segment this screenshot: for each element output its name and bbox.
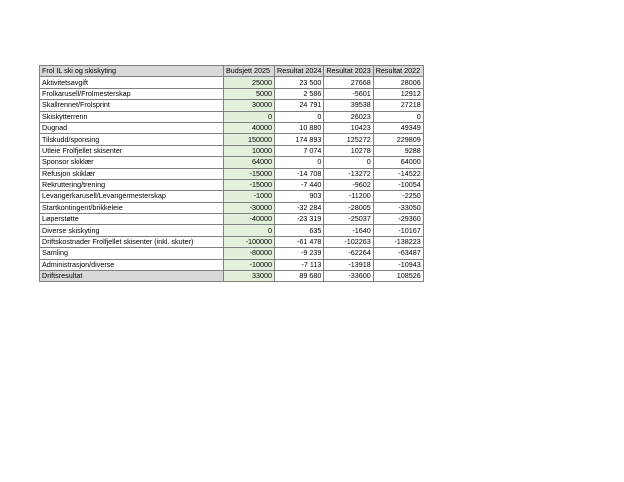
header-resultat-2024[interactable]: Resultat 2024 xyxy=(275,66,324,77)
total-result-2023-cell[interactable]: -33600 xyxy=(324,271,373,282)
table-row xyxy=(40,225,424,236)
table-row xyxy=(40,248,424,259)
row-label-cell[interactable]: Levangerkarusell/Levangermesterskap xyxy=(40,191,224,202)
result-2022-cell[interactable]: -2250 xyxy=(373,191,423,202)
result-2024-cell[interactable]: -7 113 xyxy=(275,259,324,270)
result-2022-cell[interactable]: 49349 xyxy=(373,122,423,133)
result-2022-cell[interactable]: -10167 xyxy=(373,225,423,236)
row-label-cell[interactable]: Refusjon skiklær xyxy=(40,168,224,179)
result-2023-cell[interactable]: 125272 xyxy=(324,134,373,145)
row-label-cell[interactable]: Løperstøtte xyxy=(40,214,224,225)
row-label-cell[interactable]: Sponsor skiklær xyxy=(40,157,224,168)
result-2024-cell[interactable]: 7 074 xyxy=(275,145,324,156)
result-2022-cell[interactable]: -138223 xyxy=(373,236,423,247)
table-row xyxy=(40,145,424,156)
budget-2025-cell[interactable]: -1000 xyxy=(224,191,275,202)
budget-2025-cell[interactable]: 10000 xyxy=(224,145,275,156)
row-label-cell[interactable]: Administrasjon/diverse xyxy=(40,259,224,270)
header-budsjett-2025[interactable]: Budsjett 2025 xyxy=(224,66,275,77)
result-2024-cell[interactable]: 635 xyxy=(275,225,324,236)
table-row xyxy=(40,236,424,247)
result-2024-cell[interactable]: -7 440 xyxy=(275,179,324,190)
header-club-name[interactable]: Frol IL ski og skiskyting xyxy=(40,66,224,77)
result-2022-cell[interactable]: -10054 xyxy=(373,179,423,190)
result-2024-cell[interactable]: 23 500 xyxy=(275,77,324,88)
result-2023-cell[interactable]: 27668 xyxy=(324,77,373,88)
budget-2025-cell[interactable]: 40000 xyxy=(224,122,275,133)
result-2023-cell[interactable]: -5601 xyxy=(324,88,373,99)
row-label-cell[interactable]: Skallrennet/Frolsprint xyxy=(40,100,224,111)
budget-2025-cell[interactable]: -40000 xyxy=(224,214,275,225)
budget-2025-cell[interactable]: -10000 xyxy=(224,259,275,270)
row-label-cell[interactable]: Dugnad xyxy=(40,122,224,133)
result-2022-cell[interactable]: -14522 xyxy=(373,168,423,179)
result-2024-cell[interactable]: 10 880 xyxy=(275,122,324,133)
result-2022-cell[interactable]: -10943 xyxy=(373,259,423,270)
row-label-cell[interactable]: Diverse skiskyting xyxy=(40,225,224,236)
total-budget-2025-cell[interactable]: 33000 xyxy=(224,271,275,282)
budget-2025-cell[interactable]: -100000 xyxy=(224,236,275,247)
result-2022-cell[interactable]: 229809 xyxy=(373,134,423,145)
header-resultat-2023[interactable]: Resultat 2023 xyxy=(324,66,373,77)
result-2023-cell[interactable]: -102263 xyxy=(324,236,373,247)
table-row xyxy=(40,100,424,111)
result-2023-cell[interactable]: 0 xyxy=(324,157,373,168)
table-row xyxy=(40,191,424,202)
result-2024-cell[interactable]: 0 xyxy=(275,157,324,168)
result-2024-cell[interactable]: -32 284 xyxy=(275,202,324,213)
result-2024-cell[interactable]: 174 893 xyxy=(275,134,324,145)
row-label-cell[interactable]: Driftskostnader Frolfjellet skisenter (inkl. skuter) xyxy=(40,236,224,247)
budget-2025-cell[interactable]: -80000 xyxy=(224,248,275,259)
result-2023-cell[interactable]: -62264 xyxy=(324,248,373,259)
total-result-2022-cell[interactable]: 108526 xyxy=(373,271,423,282)
budget-results-table xyxy=(39,65,424,282)
result-2022-cell[interactable]: 0 xyxy=(373,111,423,122)
result-2023-cell[interactable]: 10278 xyxy=(324,145,373,156)
budget-2025-cell[interactable]: 0 xyxy=(224,225,275,236)
budget-2025-cell[interactable]: 25000 xyxy=(224,77,275,88)
header-resultat-2022[interactable]: Resultat 2022 xyxy=(373,66,423,77)
result-2023-cell[interactable]: -13272 xyxy=(324,168,373,179)
table-row xyxy=(40,77,424,88)
result-2022-cell[interactable]: 27218 xyxy=(373,100,423,111)
table-row xyxy=(40,202,424,213)
result-2024-cell[interactable]: -9 239 xyxy=(275,248,324,259)
result-2023-cell[interactable]: -25037 xyxy=(324,214,373,225)
table-row xyxy=(40,122,424,133)
result-2022-cell[interactable]: 28006 xyxy=(373,77,423,88)
budget-2025-cell[interactable]: 0 xyxy=(224,111,275,122)
table-row xyxy=(40,168,424,179)
table-row xyxy=(40,214,424,225)
table-row xyxy=(40,157,424,168)
result-2024-cell[interactable]: -14 708 xyxy=(275,168,324,179)
result-2023-cell[interactable]: -1640 xyxy=(324,225,373,236)
result-2022-cell[interactable]: 12912 xyxy=(373,88,423,99)
result-2024-cell[interactable]: 2 586 xyxy=(275,88,324,99)
result-2024-cell[interactable]: 903 xyxy=(275,191,324,202)
row-label-cell[interactable]: Aktivitetsavgift xyxy=(40,77,224,88)
budget-2025-cell[interactable]: 30000 xyxy=(224,100,275,111)
table-row xyxy=(40,259,424,270)
row-label-cell[interactable]: Samling xyxy=(40,248,224,259)
table-body xyxy=(40,66,424,282)
table-row xyxy=(40,134,424,145)
result-2022-cell[interactable]: 9288 xyxy=(373,145,423,156)
row-label-cell[interactable]: Frolkarusell/Frolmesterskap xyxy=(40,88,224,99)
row-label-cell[interactable]: Startkontingent/brikkeleie xyxy=(40,202,224,213)
result-2023-cell[interactable]: 10423 xyxy=(324,122,373,133)
total-result-2024-cell[interactable]: 89 680 xyxy=(275,271,324,282)
budget-2025-cell[interactable]: 64000 xyxy=(224,157,275,168)
row-label-cell[interactable]: Rekruttering/trening xyxy=(40,179,224,190)
row-label-cell[interactable]: Skiskytterrenn xyxy=(40,111,224,122)
result-2024-cell[interactable]: 24 791 xyxy=(275,100,324,111)
total-row-label-cell[interactable]: Driftsresultat xyxy=(40,271,224,282)
row-label-cell[interactable]: Tilskudd/sponsing xyxy=(40,134,224,145)
header-row xyxy=(40,66,424,77)
result-2022-cell[interactable]: 64000 xyxy=(373,157,423,168)
row-label-cell[interactable]: Utleie Frolfjellet skisenter xyxy=(40,145,224,156)
result-2022-cell[interactable]: -29360 xyxy=(373,214,423,225)
result-2023-cell[interactable]: -11200 xyxy=(324,191,373,202)
budget-2025-cell[interactable]: 150000 xyxy=(224,134,275,145)
result-2022-cell[interactable]: -63487 xyxy=(373,248,423,259)
result-2023-cell[interactable]: 26023 xyxy=(324,111,373,122)
table-row xyxy=(40,88,424,99)
budget-2025-cell[interactable]: -15000 xyxy=(224,168,275,179)
table-row xyxy=(40,179,424,190)
result-2023-cell[interactable]: 39538 xyxy=(324,100,373,111)
result-2024-cell[interactable]: -23 319 xyxy=(275,214,324,225)
result-2022-cell[interactable]: -33050 xyxy=(373,202,423,213)
budget-2025-cell[interactable]: -30000 xyxy=(224,202,275,213)
budget-2025-cell[interactable]: 5000 xyxy=(224,88,275,99)
result-2024-cell[interactable]: 0 xyxy=(275,111,324,122)
table-row xyxy=(40,111,424,122)
result-2023-cell[interactable]: -28005 xyxy=(324,202,373,213)
result-2024-cell[interactable]: -61 478 xyxy=(275,236,324,247)
total-row xyxy=(40,271,424,282)
budget-2025-cell[interactable]: -15000 xyxy=(224,179,275,190)
result-2023-cell[interactable]: -13918 xyxy=(324,259,373,270)
result-2023-cell[interactable]: -9602 xyxy=(324,179,373,190)
